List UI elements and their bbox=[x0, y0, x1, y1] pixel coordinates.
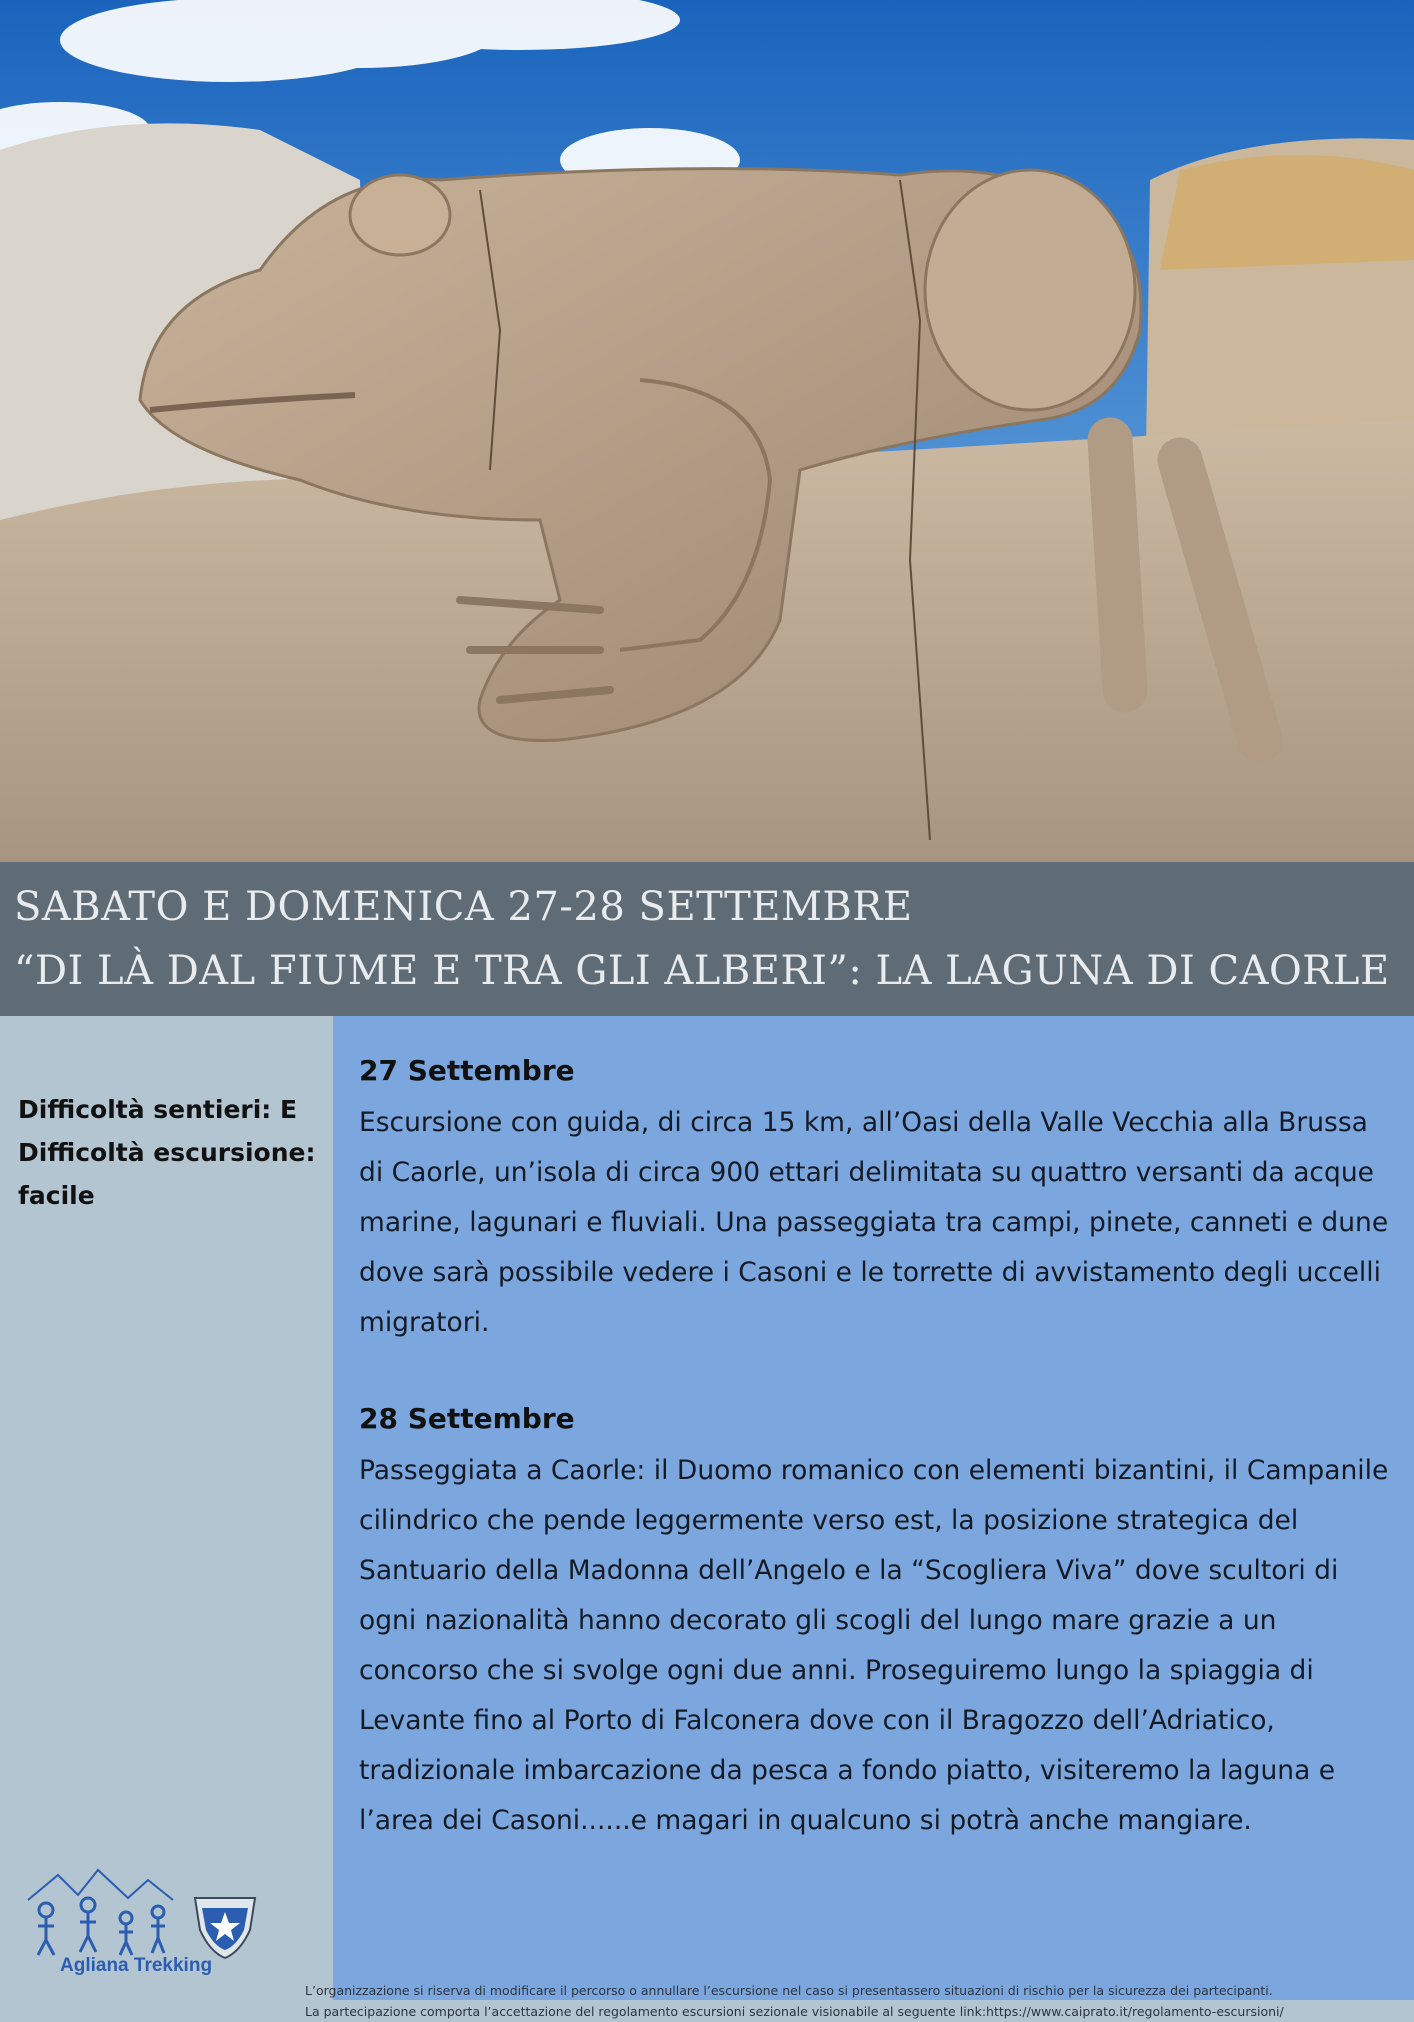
footer-line-1: L’organizzazione si riserva di modificare il percorso o annullare l’escursione nel caso si presentassero situazioni di rischio per la sicurezza dei partecipanti. bbox=[305, 1983, 1273, 1998]
footer-line-2: La partecipazione comporta l’accettazione del regolamento escursioni sezionale visionabile al seguente link:https://www.caiprato.it/regolamento-escursioni/ bbox=[305, 2004, 1284, 2019]
cai-emblem-icon bbox=[190, 1890, 260, 1960]
event-dates-title: SABATO E DOMENICA 27-28 SETTEMBRE bbox=[14, 884, 913, 930]
day2-title: 28 Settembre bbox=[359, 1402, 575, 1435]
trail-difficulty: Difficoltà sentieri: E bbox=[18, 1095, 298, 1124]
difficulty-info bbox=[18, 1088, 338, 1217]
hero-photo bbox=[0, 0, 1414, 862]
day1-title: 27 Settembre bbox=[359, 1054, 575, 1087]
excursion-difficulty-value: facile bbox=[18, 1181, 95, 1210]
day2-description: Passeggiata a Caorle: il Duomo romanico con elementi bizantini, il Campanile cilindrico che pende leggermente verso est, la posizione strategica del Santuario della Madonna dell’Angelo e la “Scogliera Viva” dove scultori di ogni nazionalità hanno decorato gli scogli del lungo mare grazie a un concorso che si svolge ogni due anni. Proseguiremo lungo la spiaggia di Levante fino al Porto di Falconera dove con il Bragozzo dell’Adriatico, tradizionale imbarcazione da pesca a fondo piatto, visiteremo la laguna e l’area dei Casoni......e magari in qualcuno si potrà anche mangiare. bbox=[359, 1455, 1389, 1836]
excursion-difficulty-label: Difficoltà escursione: bbox=[18, 1138, 316, 1167]
frog-sculpture-illustration bbox=[0, 0, 1414, 862]
logo-caption: Agliana Trekking bbox=[60, 1955, 213, 1976]
event-name-title: “DI LÀ DAL FIUME E TRA GLI ALBERI”: LA LAGUNA DI CAORLE bbox=[14, 948, 1390, 994]
day1-description: Escursione con guida, di circa 15 km, all’Oasi della Valle Vecchia alla Brussa di Caorle, un’isola di circa 900 ettari delimitata su quattro versanti da acque marine, lagunari e fluviali. Una passeggiata tra campi, pinete, canneti e dune dove sarà possibile vedere i Casoni e le torrette di avvistamento degli uccelli migratori. bbox=[359, 1107, 1389, 1338]
